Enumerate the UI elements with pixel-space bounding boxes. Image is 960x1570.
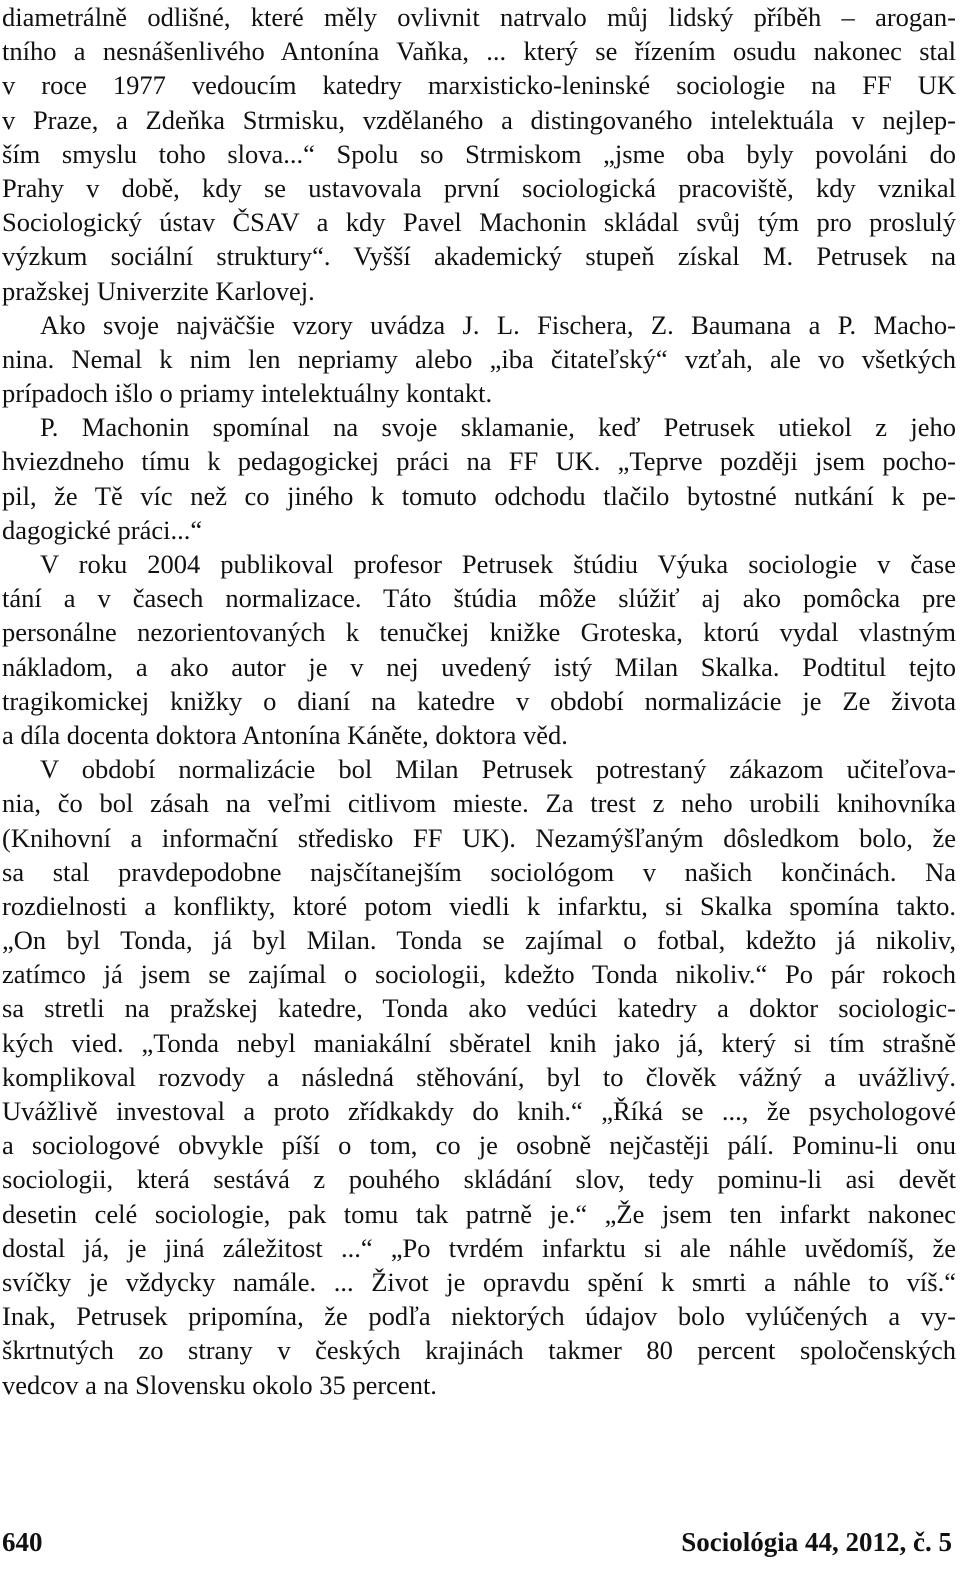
text-line: ším smyslu toho slova...“ Spolu so Strmiskom „jsme oba byly povoláni do: [2, 138, 956, 169]
text-line: V roku 2004 publikoval profesor Petrusek štúdiu Výuka sociologie v čase: [40, 549, 956, 579]
text-line: svíčky je vždycky namále. ... Život je opravdu spění k smrti a náhle to víš.“: [2, 1266, 956, 1297]
text-line: P. Machonin spomínal na svoje sklamanie, keď Petrusek utiekol z jeho: [40, 412, 956, 443]
text-line: sa stal pravdepodobne najsčítanejším sociológom v našich končinách. Na: [2, 856, 956, 887]
text-line: diametrálně odlišné, které měly ovlivnit natrvalo můj lidský příběh – arogan-: [2, 2, 956, 32]
text-line: sa stretli na pražskej katedre, Tonda ako vedúci katedry a doktor sociologic-: [2, 993, 956, 1024]
text-line: a díla docenta doktora Antonína Káněte, doktora věd.: [2, 719, 568, 750]
text-line: škrtnutých zo strany v českých krajinách takmer 80 percent spoločenských: [2, 1335, 956, 1366]
text-line: komplikoval rozvody a následná stěhování, byl to člověk vážný a uvážlivý.: [2, 1061, 956, 1092]
text-line: (Knihovní a informační středisko FF UK). Nezamýšľaným dôsledkom bolo, že: [2, 822, 956, 853]
text-line: Ako svoje najväčšie vzory uvádza J. L. Fischera, Z. Baumana a P. Macho-: [40, 309, 956, 340]
text-line: desetin celé sociologie, pak tomu tak patrně je.“ „Že jsem ten infarkt nakonec: [2, 1198, 956, 1229]
text-line: hviezdneho tímu k pedagogickej práci na FF UK. „Teprve později jsem pocho-: [2, 446, 956, 477]
text-line: zatímco já jsem se zajímal o sociologii, kdežto Tonda nikoliv.“ Po pár rokoch: [2, 959, 956, 990]
text-line: a sociologové obvykle píší o tom, co je osobně nejčastěji pálí. Pominu-li onu: [2, 1130, 956, 1161]
text-line: nina. Nemal k nim len nepriamy alebo „iba čitateľský“ vzťah, ale vo všetkých: [2, 343, 956, 374]
text-line: nákladom, a ako autor je v nej uvedený istý Milan Skalka. Podtitul tejto: [2, 651, 956, 682]
text-line: Uvážlivě investoval a proto zřídkakdy do knih.“ „Říká se ..., že psychologové: [2, 1096, 956, 1126]
text-line: personálne nezorientovaných k tenučkej knižke Groteska, ktorú vydal vlastným: [2, 617, 956, 648]
text-line: dagogické práci...“: [2, 514, 203, 545]
text-line: kých vied. „Tonda nebyl maniakální sběratel knih jako já, který si tím strašně: [2, 1027, 956, 1058]
page-number: 640: [2, 1527, 43, 1557]
text-line: prípadoch išlo o priamy intelektuálny kontakt.: [2, 378, 493, 409]
text-line: nia, čo bol zásah na veľmi citlivom mieste. Za trest z neho urobili knihovníka: [2, 788, 956, 819]
text-line: tního a nesnášenlivého Antonína Vaňka, ... který se řízením osudu nakonec stal: [2, 36, 956, 67]
text-line: pražskej Univerzite Karlovej.: [2, 275, 315, 306]
text-line: tání a v časech normalizace. Táto štúdia môže slúžiť aj ako pomôcka pre: [2, 583, 956, 614]
text-line: v Praze, a Zdeňka Strmisku, vzdělaného a distingovaného intelektuála v nejlep-: [2, 104, 956, 135]
text-line: Sociologický ústav ČSAV a kdy Pavel Machonin skládal svůj tým pro proslulý: [2, 207, 956, 238]
text-line: V období normalizácie bol Milan Petrusek potrestaný zákazom učiteľova-: [40, 754, 956, 785]
text-line: pil, že Tě víc než co jiného k tomuto odchodu tlačilo bytostné nutkání k pe-: [2, 480, 956, 511]
text-line: Prahy v době, kdy se ustavovala první sociologická pracoviště, kdy vznikal: [2, 172, 956, 203]
journal-citation: Sociológia 44, 2012, č. 5: [681, 1527, 952, 1557]
page-footer: [2, 1527, 952, 1563]
text-line: „On byl Tonda, já byl Milan. Tonda se zajímal o fotbal, kdežto já nikoliv,: [2, 925, 956, 956]
text-line: výzkum sociální struktury“. Vyšší akademický stupeň získal M. Petrusek na: [2, 241, 956, 272]
text-line: dostal já, je jiná záležitost ...“ „Po tvrdém infarktu si ale náhle uvědomíš, že: [2, 1232, 956, 1263]
text-line: rozdielnosti a konflikty, ktoré potom viedli k infarktu, si Skalka spomína takto.: [2, 890, 956, 921]
text-line: tragikomickej knižky o dianí na katedre v období normalizácie je Ze života: [2, 685, 956, 716]
text-line: sociologii, která sestává z pouhého skládání slov, tedy pominu-li asi devět: [2, 1164, 956, 1195]
text-line: v roce 1977 vedoucím katedry marxisticko-leninské sociologie na FF UK: [2, 70, 956, 101]
text-line: Inak, Petrusek pripomína, že podľa niektorých údajov bolo vylúčených a vy-: [2, 1301, 956, 1332]
article-body: [2, 0, 956, 1402]
text-line: vedcov a na Slovensku okolo 35 percent.: [2, 1369, 437, 1400]
